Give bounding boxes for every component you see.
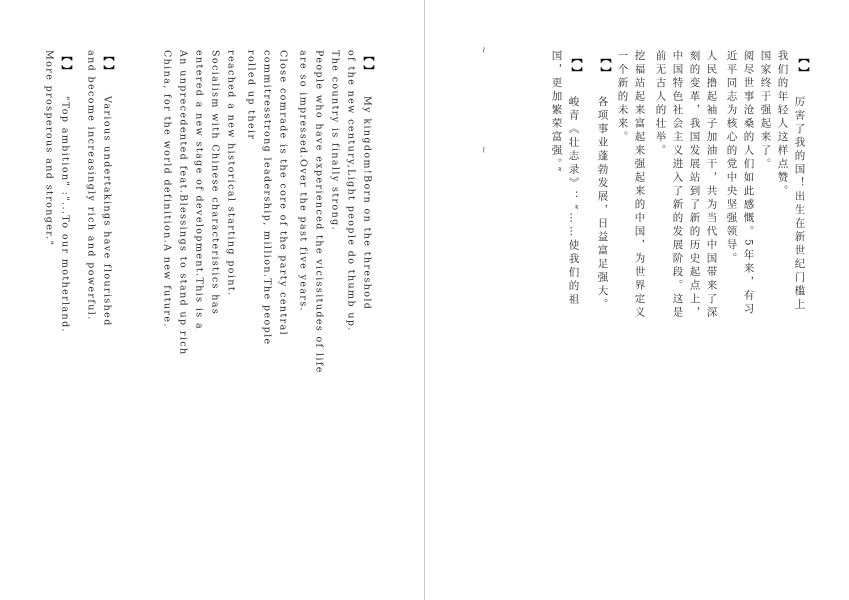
text-line: 各项事业蓬勃发展，日益富足强大。 (596, 96, 609, 312)
bullet-bracket: 【 】 (362, 50, 375, 76)
text-line: The country is finally strong. (329, 50, 341, 232)
text-line: 人民撸起袖子加油干，共为当代中国带来了深 (705, 50, 718, 320)
right-page (425, 0, 849, 600)
text-line: "Top ambition" :"...To our motherland. (59, 96, 71, 333)
left-page (0, 0, 424, 600)
text-line: My kingdom!Born on the threshold (361, 96, 373, 311)
text-line: 国，更加繁荣富强。” (550, 50, 563, 175)
text-line: 前无古人的壮举。 (654, 50, 667, 158)
bullet-bracket: 【 】 (570, 52, 583, 78)
text-line: entered a new stage of development.This is a (193, 50, 205, 331)
text-line: Close comrade is the core of the party central (277, 50, 289, 337)
text-line: of the new century,Light people do thumb up. (345, 50, 357, 332)
text-line: 我们的年轻人这样点赞。 (776, 50, 789, 199)
text-line: are so impressed.Over the past five years. (297, 50, 309, 313)
bullet-bracket: 【 】 (102, 50, 115, 76)
text-line: and become increasingly rich and powerful. (85, 50, 97, 321)
text-line: People who have experienced the vicissitudes of life (313, 50, 325, 374)
margin-mark: ~ (478, 146, 488, 154)
text-line: rolled up their (245, 50, 257, 141)
bullet-bracket: 【 】 (599, 52, 612, 78)
text-line: reached a new historical starting point. (225, 50, 237, 297)
text-line: 厉害了我的国！出生在新世纪门槛上 (793, 96, 806, 312)
text-line: 中国特色社会主义进入了新的发展阶段。这是 (671, 50, 684, 320)
text-line: 峻青《壮志录》：“……使我们的祖 (567, 96, 580, 307)
text-line: 近平同志为核心的党中央坚强领导。 (725, 50, 738, 266)
text-line: commitresstrong leadership, million.The people (261, 50, 273, 346)
text-line: 挖福站起来富起来强起来的中国，为世界定义 (633, 50, 646, 320)
text-line: 刻的变革，我国发展站到了新的历史起点上， (688, 50, 701, 320)
bullet-bracket: 【 】 (797, 52, 810, 78)
text-line: 一个新的未来。 (616, 50, 629, 145)
bullet-bracket: 【 】 (60, 50, 73, 76)
text-line: An unprecedented feat.Blessings to stand up rich (177, 50, 189, 356)
text-line: China, for the world definition.A new future. (161, 50, 173, 328)
text-line: 国家终于强起来了。 (759, 50, 772, 172)
text-line: More prosperous and stronger." (43, 50, 55, 247)
text-line: 阅尽世事沧桑的人们如此感慨。5年来，有习 (742, 50, 755, 317)
margin-mark: ~ (478, 46, 488, 54)
text-line: Socialism with Chinese characteristics has (209, 50, 221, 316)
text-line: Various undertakings have flourished (101, 96, 113, 327)
